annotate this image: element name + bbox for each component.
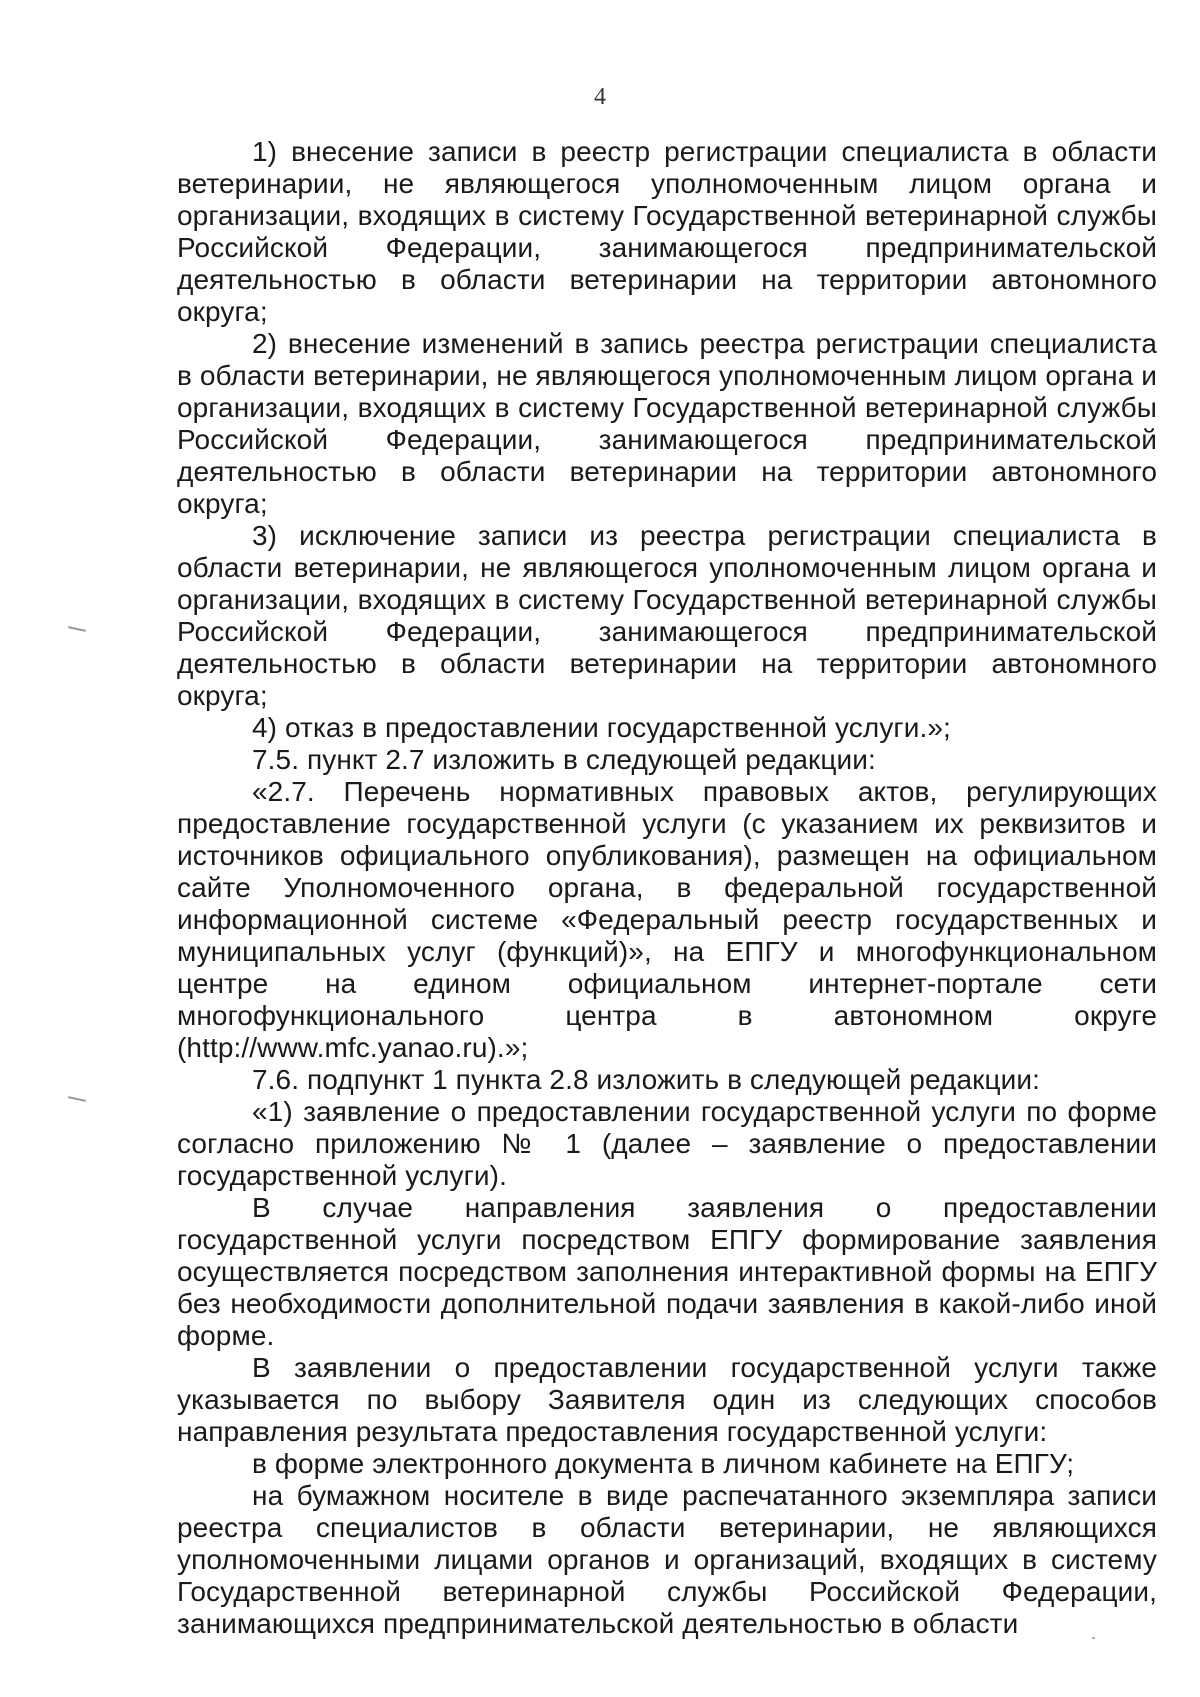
paragraph-clause-7-5: 7.5. пункт 2.7 изложить в следующей редакции: [252,744,876,775]
document-body [177,136,1157,1640]
paragraph-paper-form: на бумажном носителе в виде распечатанного экземпляра записи реестра специалистов в области ветеринарии, не являющихся уполномоченными лицами органов и организаций, входящих в систему Государственной ветеринарной службы Российской Федерации, занимающихся предпринимательской деятельностью в области [177,1480,1157,1639]
paragraph-clause-2-7: «2.7. Перечень нормативных правовых актов, регулирующих предоставление государственной услуги (с указанием их реквизитов и источников официального опубликования), размещен на официальном сайте Уполномоченного органа, в федеральной государственной информационной системе «Федеральный реестр государственных и муниципальных услуг (функций)», на ЕПГУ и многофункциональном центре на едином официальном интернет-портале сети многофункционального центра в автономном округе (http://www.mfc.yanao.ru).»; [177,776,1157,1063]
paragraph-electronic-form: в форме электронного документа в личном кабинете на ЕПГУ; [252,1448,1075,1479]
paragraph-item-4: 4) отказ в предоставлении государственной услуги.»; [252,712,951,743]
paragraph-clause-7-6: 7.6. подпункт 1 пункта 2.8 изложить в следующей редакции: [252,1064,1040,1095]
margin-mark [68,626,86,632]
paragraph-result-method: В заявлении о предоставлении государственной услуги также указывается по выбору Заявителя один из следующих способов направления результата предоставления государственной услуги: [177,1352,1157,1447]
paragraph-epgu-submission: В случае направления заявления о предоставлении государственной услуги посредством ЕПГУ формирование заявления осуществляется посредством заполнения интерактивной формы на ЕПГУ без необходимости дополнительной подачи заявления в какой-либо иной форме. [177,1192,1157,1351]
page-number: 4 [594,84,606,110]
paragraph-subclause-1: «1) заявление о предоставлении государственной услуги по форме согласно приложению № 1 (далее – заявление о предоставлении государственной услуги). [177,1096,1157,1191]
paragraph-item-2: 2) внесение изменений в запись реестра регистрации специалиста в области ветеринарии, не являющегося уполномоченным лицом органа и организации, входящих в систему Государственной ветеринарной службы Российской Федерации, занимающегося предпринимательской деятельностью в области ветеринарии на территории автономного округа; [177,328,1157,519]
paragraph-item-3: 3) исключение записи из реестра регистрации специалиста в области ветеринарии, не являющегося уполномоченным лицом органа и организации, входящих в систему Государственной ветеринарной службы Российской Федерации, занимающегося предпринимательской деятельностью в области ветеринарии на территории автономного округа; [177,520,1157,711]
margin-mark [68,1096,86,1102]
paragraph-item-1: 1) внесение записи в реестр регистрации специалиста в области ветеринарии, не являющегося уполномоченным лицом органа и организации, входящих в систему Государственной ветеринарной службы Российской Федерации, занимающегося предпринимательской деятельностью в области ветеринарии на территории автономного округа; [177,136,1157,327]
